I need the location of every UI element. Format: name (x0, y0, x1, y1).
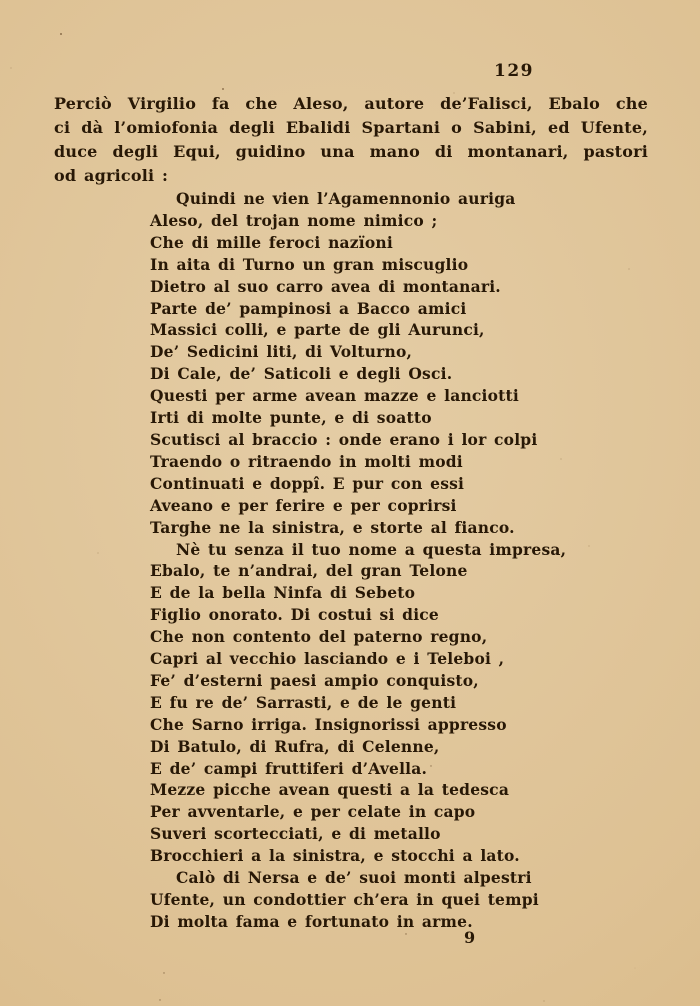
prose-line: ci dà l’omiofonia degli Ebalidi Spartani o Sabini, ed Ufente, (54, 118, 648, 137)
verse-line: Calò di Nersa e de’ suoi monti alpestri (176, 868, 532, 888)
verse-line: Continuati e doppî. E pur con essi (150, 473, 465, 493)
verse-line: Massici colli, e parte de gli Aurunci, (150, 320, 485, 340)
verse-line: Che non contento del paterno regno, (150, 627, 488, 647)
verse-line: Mezze picche avean questi a la tedesca (150, 780, 510, 800)
verse-line: Figlio onorato. Di costui si dice (150, 605, 439, 625)
verse-line: Parte de’ pampinosi a Bacco amici (150, 298, 467, 318)
verse-line: E fu re de’ Sarrasti, e de le genti (150, 692, 457, 712)
verse-line: De’ Sedicini liti, di Volturno, (150, 342, 413, 362)
verse-line: Scutisci al braccio : onde erano i lor colpi (150, 429, 538, 449)
prose-line: Perciò Virgilio fa che Aleso, autore de’Falisci, Ebalo che (54, 94, 648, 113)
verse-line: Di Cale, de’ Saticoli e degli Osci. (150, 364, 453, 384)
verse-line: Di Batulo, di Rufra, di Celenne, (150, 736, 440, 756)
verse-line: Capri al vecchio lasciando e i Teleboi , (150, 649, 505, 669)
verse-line: Irti di molte punte, e di soatto (150, 408, 432, 428)
verse-line: Aleso, del trojan nome nimico ; (150, 210, 438, 230)
verse-line: Ebalo, te n’andrai, del gran Telone (150, 561, 468, 581)
verse-line: Fe’ d’esterni paesi ampio conquisto, (150, 670, 479, 690)
verse-line: E de la bella Ninfa di Sebeto (150, 583, 416, 603)
verse-line: Che di mille feroci nazïoni (150, 232, 393, 252)
text-column (54, 92, 648, 933)
paper-specks (0, 0, 2, 2)
signature-number: 9 (464, 928, 476, 947)
prose-paragraph (54, 92, 648, 188)
prose-line: duce degli Equi, guidino una mano di montanari, pastori (54, 142, 648, 161)
verse-line: Di molta fama e fortunato in arme. (150, 911, 473, 931)
verse-line: In aita di Turno un gran miscuglio (150, 254, 469, 274)
verse-line: Ufente, un condottier ch’era in quei tempi (150, 890, 539, 909)
verse-line: Brocchieri a la sinistra, e stocchi a lato. (150, 846, 520, 866)
verse-block (54, 188, 648, 933)
verse-line: Aveano e per ferire e per coprirsi (150, 495, 457, 515)
verse-line: Per avventarle, e per celate in capo (150, 802, 476, 822)
page-number: 129 (494, 61, 534, 81)
verse-line: Questi per arme avean mazze e lanciotti (150, 386, 519, 406)
verse-line: Targhe ne la sinistra, e storte al fianco. (150, 517, 515, 537)
verse-line: E de’ campi fruttiferi d’Avella. (150, 758, 428, 778)
prose-line: od agricoli : (54, 166, 169, 185)
verse-line: Suveri scortecciati, e di metallo (150, 824, 441, 844)
verse-line: Dietro al suo carro avea di montanari. (150, 276, 501, 296)
verse-line: Quindi ne vien l’Agamennonio auriga (176, 189, 516, 208)
verse-line: Che Sarno irriga. Insignorissi appresso (150, 714, 507, 734)
verse-line: Nè tu senza il tuo nome a questa impresa, (176, 539, 567, 559)
verse-line: Traendo o ritraendo in molti modi (150, 451, 463, 471)
